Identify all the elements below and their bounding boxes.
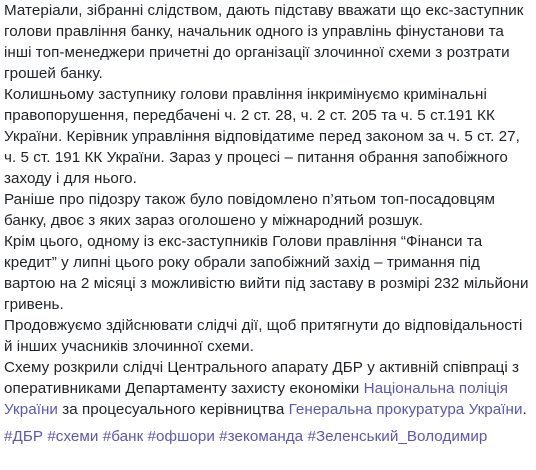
- hashtag-dbr[interactable]: #ДБР: [4, 428, 44, 445]
- credits-text: .: [522, 401, 527, 418]
- link-prosecutor-general[interactable]: Генеральна прокуратура України: [288, 401, 523, 418]
- post-paragraph: Продовжуємо здійснювати слідчі дії, щоб притягнути до відповідальності й інших учасників злочинної схеми.: [4, 317, 523, 355]
- hashtag-zelenskyi[interactable]: #Зеленський_Володимир: [307, 428, 488, 445]
- post-paragraph: Матеріали, зібранні слідством, дають підставу вважати що екс-заступник голови правління банку, начальник одного із управлінь фінустанови та інші топ-менеджери причетні до організації злочинної схеми з розтрати грошей банку.: [4, 2, 524, 82]
- hashtag-offshores[interactable]: #офшори: [147, 428, 215, 445]
- hashtag-zekomanda[interactable]: #зекоманда: [219, 428, 304, 445]
- hashtag-bank[interactable]: #банк: [102, 428, 144, 445]
- hashtag-schemes[interactable]: #схеми: [47, 428, 99, 445]
- credits-text: Схему розкрили слідчі Центрального апарату ДБР у активній співпраці з оперативниками Департаменту захисту економіки: [4, 359, 520, 397]
- post-paragraph: Колишньому заступнику голови правління інкримінуємо кримінальні правопорушення, передбачені ч. 2 ст. 28, ч. 2 ст. 205 та ч. 5 ст.191 КК України. Керівник управління відповідатиме перед законом за ч. 5 ст. 27, ч. 5 ст. 191 КК України. Зараз у процесі – питання обрання запобіжного заходу і для нього.: [4, 86, 520, 187]
- post-paragraph: Раніше про підозру також було повідомлено п’ятьом топ-посадовцям банку, двоє з яких зараз оголошено у міжнародний розшук.: [4, 191, 496, 229]
- hashtag-list: [4, 426, 530, 447]
- credits-text: за процесуального керівництва: [57, 401, 289, 418]
- link-national-police[interactable]: Національна поліція України: [4, 380, 509, 418]
- post-paragraph-credits: [4, 357, 530, 420]
- post-paragraph: Крім цього, одному із екс-заступників Голови правління “Фінанси та кредит” у липні цього року обрали запобіжний захід – тримання під вартою на 2 місяці з можливістю вийти під заставу в розмірі 232 мільйони гривень.: [4, 233, 529, 313]
